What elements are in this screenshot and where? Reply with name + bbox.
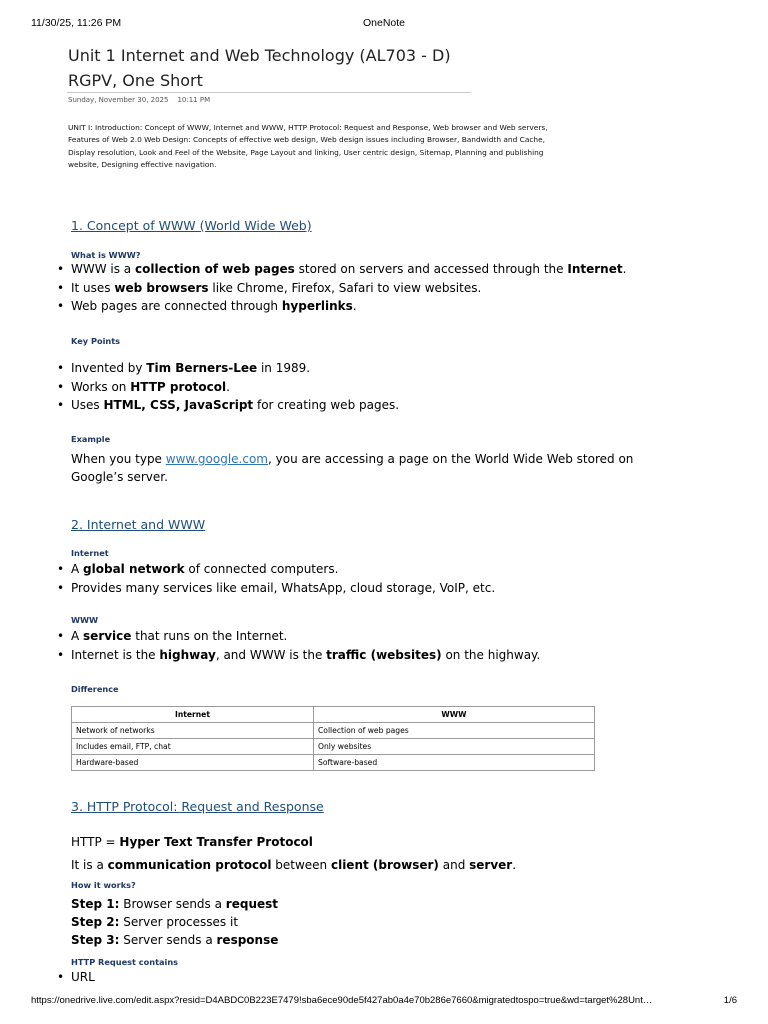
http-communication[interactable]: It is a communication protocol between client (browser) and server. xyxy=(71,858,517,872)
http-request-heading[interactable]: HTTP Request contains xyxy=(71,957,179,967)
table-cell[interactable]: Includes email, FTP, chat xyxy=(72,739,314,755)
list-item[interactable]: • Web pages are connected through hyperlinks. xyxy=(57,297,626,316)
list-item[interactable]: • Provides many services like email, WhatsApp, cloud storage, VoIP, etc. xyxy=(57,579,495,598)
list-item[interactable]: • Internet is the highway, and WWW is the traffic (websites) on the highway. xyxy=(57,646,540,665)
table-header-www[interactable]: WWW xyxy=(314,707,595,723)
list-item[interactable]: • URL xyxy=(57,968,95,987)
list-item[interactable]: • Works on HTTP protocol. xyxy=(57,378,399,397)
google-link[interactable]: www.google.com xyxy=(165,452,268,466)
how-it-works-heading[interactable]: How it works? xyxy=(71,880,136,890)
list-item[interactable]: • Invented by Tim Berners-Lee in 1989. xyxy=(57,359,399,378)
difference-heading[interactable]: Difference xyxy=(71,684,119,694)
table-row xyxy=(72,755,595,771)
step-line[interactable]: Step 1: Browser sends a request xyxy=(71,897,279,911)
what-is-www-heading[interactable]: What is WWW? xyxy=(71,250,141,260)
what-is-www-list xyxy=(57,260,626,316)
section-2-heading[interactable]: 2. Internet and WWW xyxy=(71,517,206,532)
print-url: https://onedrive.live.com/edit.aspx?resid=D4ABDC0B223E7479!sba6ece90de5f427ab0a4e70b286e7660&migratedtospo=true&wd=target%28Unt… xyxy=(31,995,653,1006)
title-divider xyxy=(67,92,471,93)
print-header xyxy=(31,17,737,31)
print-page-number: 1/6 xyxy=(723,995,737,1006)
www-heading[interactable]: WWW xyxy=(71,615,99,625)
difference-table xyxy=(71,706,595,771)
www-list xyxy=(57,627,540,664)
page-title[interactable]: Unit 1 Internet and Web Technology (AL703 - D) xyxy=(68,46,451,65)
syllabus-paragraph[interactable]: UNIT I: Introduction: Concept of WWW, Internet and WWW, HTTP Protocol: Request and Response, Web browser and Web servers, Features of Web 2.0 Web Design: Concepts of effective web design, Web design issues including Browser, Bandwidth and Cache, Display resolution, Look and Feel of the Website, Page Layout and linking, User centric design, Sitemap, Planning and publishing website, Designing effective navigation. xyxy=(68,123,548,170)
http-request-list xyxy=(57,968,95,987)
print-app-name: OneNote xyxy=(362,17,406,29)
list-item[interactable]: • It uses web browsers like Chrome, Firefox, Safari to view websites. xyxy=(57,279,626,298)
table-header-row xyxy=(72,707,595,723)
table-row xyxy=(72,723,595,739)
page-subtitle[interactable]: RGPV, One Short xyxy=(68,71,203,90)
key-points-heading[interactable]: Key Points xyxy=(71,336,120,346)
page-timestamp xyxy=(68,96,210,104)
http-steps xyxy=(71,895,278,949)
page-date: Sunday, November 30, 2025 xyxy=(68,96,169,104)
list-item[interactable]: • WWW is a collection of web pages stored on servers and accessed through the Internet. xyxy=(57,260,626,279)
key-points-list xyxy=(57,359,399,415)
step-line[interactable]: Step 2: Server processes it xyxy=(71,915,239,929)
internet-list xyxy=(57,560,495,597)
table-header-internet[interactable]: Internet xyxy=(72,707,314,723)
table-cell[interactable]: Only websites xyxy=(314,739,595,755)
example-heading[interactable]: Example xyxy=(71,434,111,444)
list-item[interactable]: • A service that runs on the Internet. xyxy=(57,627,540,646)
section-3-heading[interactable]: 3. HTTP Protocol: Request and Response xyxy=(71,799,324,814)
list-item[interactable]: • A global network of connected computers. xyxy=(57,560,495,579)
http-definition[interactable]: HTTP = Hyper Text Transfer Protocol xyxy=(71,835,313,849)
section-1-heading[interactable]: 1. Concept of WWW (World Wide Web) xyxy=(71,218,312,233)
print-datetime: 11/30/25, 11:26 PM xyxy=(31,17,122,29)
step-line[interactable]: Step 3: Server sends a response xyxy=(71,933,279,947)
table-row xyxy=(72,739,595,755)
print-footer xyxy=(31,995,737,1009)
page-time: 10:11 PM xyxy=(177,96,211,104)
example-paragraph[interactable]: When you type www.google.com, you are accessing a page on the World Wide Web stored on Google’s server. xyxy=(71,452,634,484)
table-cell[interactable]: Software-based xyxy=(314,755,595,771)
table-cell[interactable]: Collection of web pages xyxy=(314,723,595,739)
table-cell[interactable]: Network of networks xyxy=(72,723,314,739)
table-cell[interactable]: Hardware-based xyxy=(72,755,314,771)
list-item[interactable]: • Uses HTML, CSS, JavaScript for creating web pages. xyxy=(57,396,399,415)
internet-heading[interactable]: Internet xyxy=(71,548,109,558)
